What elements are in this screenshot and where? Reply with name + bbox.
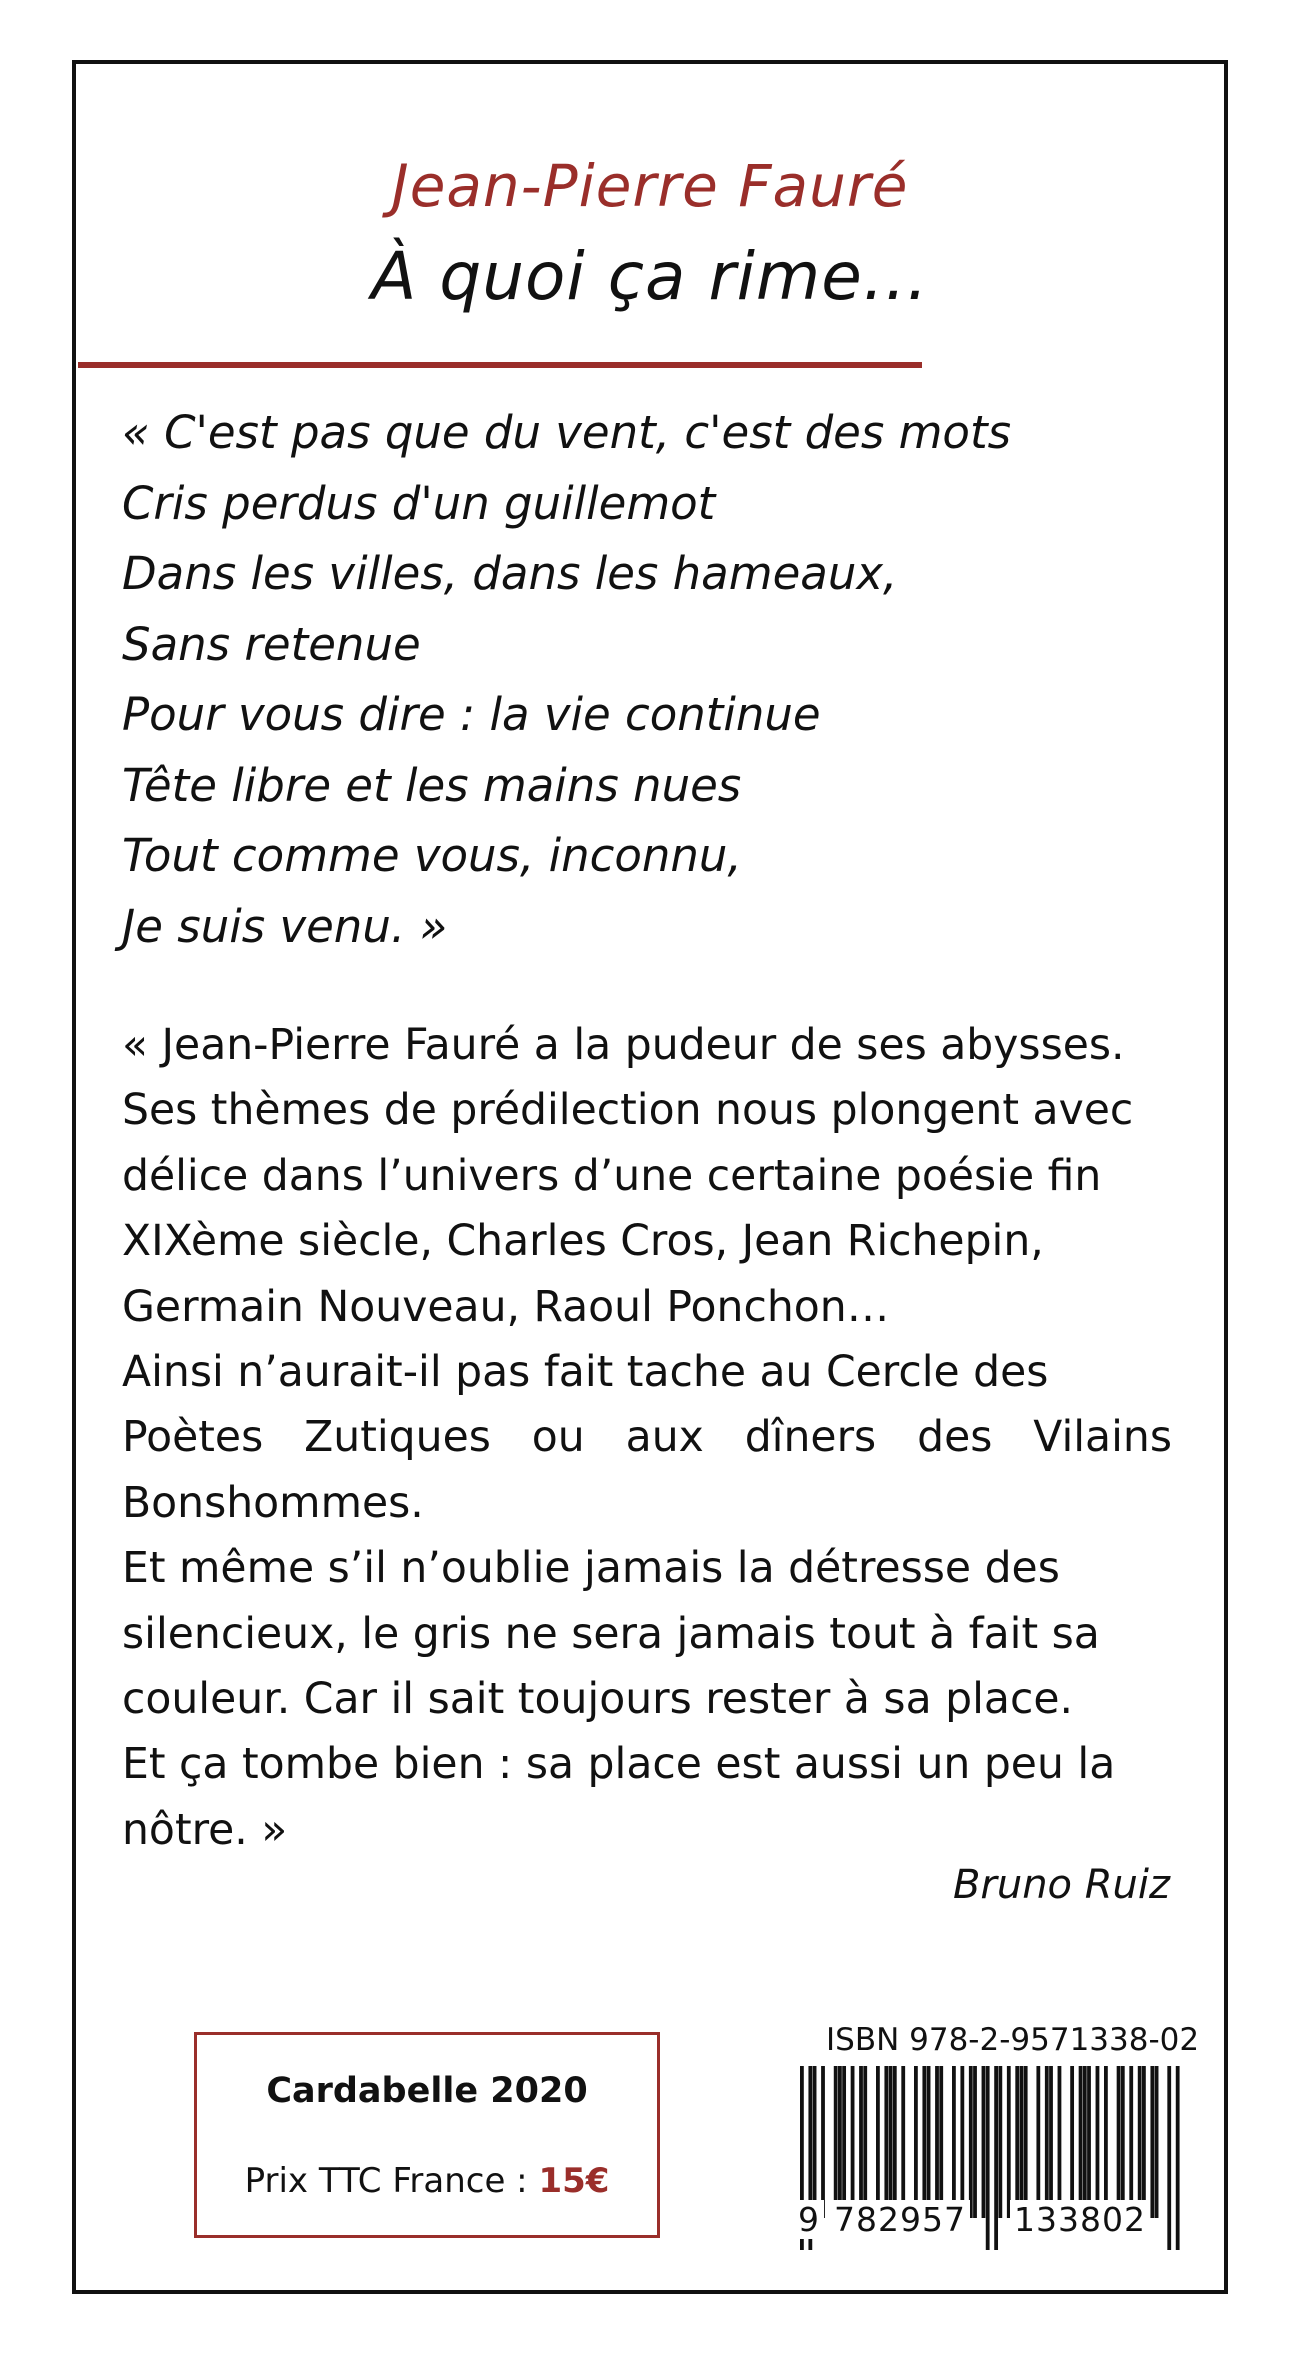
price-line: [197, 2161, 657, 2201]
review-line: Et ça tombe bien : sa place est aussi un peu la: [122, 1740, 1116, 1790]
review-line: « Jean-Pierre Fauré a la pudeur de ses abysses.: [122, 1021, 1125, 1070]
review-line: Ainsi n’aurait-il pas fait tache au Cercle des: [122, 1348, 1049, 1398]
poem-line: « C'est pas que du vent, c'est des mots: [122, 406, 1012, 459]
review-line: délice dans l’univers d’une certaine poésie fin: [122, 1151, 1102, 1201]
barcode-digits-right: 133802: [1010, 2200, 1150, 2239]
poem-line: Dans les villes, dans les hameaux,: [122, 547, 898, 600]
price-label: Prix TTC France :: [244, 2161, 539, 2201]
review-text: [122, 1013, 1172, 1863]
poem-line: Sans retenue: [122, 617, 421, 671]
barcode-digits-left: 782957: [830, 2200, 970, 2239]
review-line: Germain Nouveau, Raoul Ponchon…: [122, 1282, 890, 1332]
poem-line: Tête libre et les mains nues: [122, 758, 742, 812]
title-divider: [78, 362, 922, 368]
review-line: Bonshommes.: [122, 1478, 424, 1528]
publisher-label: Cardabelle 2020: [266, 2071, 588, 2111]
author-name: Jean-Pierre Fauré: [391, 152, 909, 220]
review-line: Ses thèmes de prédilection nous plongent avec: [122, 1086, 1134, 1136]
price-box: [194, 2032, 660, 2238]
book-title: À quoi ça rime...: [371, 238, 929, 315]
review-line: silencieux, le gris ne sera jamais tout à fait sa: [122, 1609, 1100, 1659]
price-value: 15€: [538, 2161, 610, 2201]
review-line: Poètes Zutiques ou aux dîners des Vilains: [122, 1413, 1172, 1463]
isbn-label: ISBN 978-2-9571338-02: [826, 2022, 1200, 2058]
poem-line: Pour vous dire : la vie continue: [122, 688, 821, 741]
review-signature: Bruno Ruiz: [952, 1862, 1170, 1908]
poem-line: Cris perdus d'un guillemot: [122, 476, 716, 530]
review-line: nôtre. »: [122, 1805, 288, 1855]
review-line: XIXème siècle, Charles Cros, Jean Richepin,: [122, 1217, 1044, 1267]
review-line: Et même s’il n’oublie jamais la détresse des: [122, 1544, 1060, 1594]
poem-line: Je suis venu. »: [122, 899, 448, 953]
barcode-digit-first: 9: [794, 2200, 824, 2239]
poem-line: Tout comme vous, inconnu,: [122, 829, 742, 882]
poem-excerpt: [122, 398, 1182, 962]
review-line: couleur. Car il sait toujours rester à sa place.: [122, 1675, 1073, 1725]
